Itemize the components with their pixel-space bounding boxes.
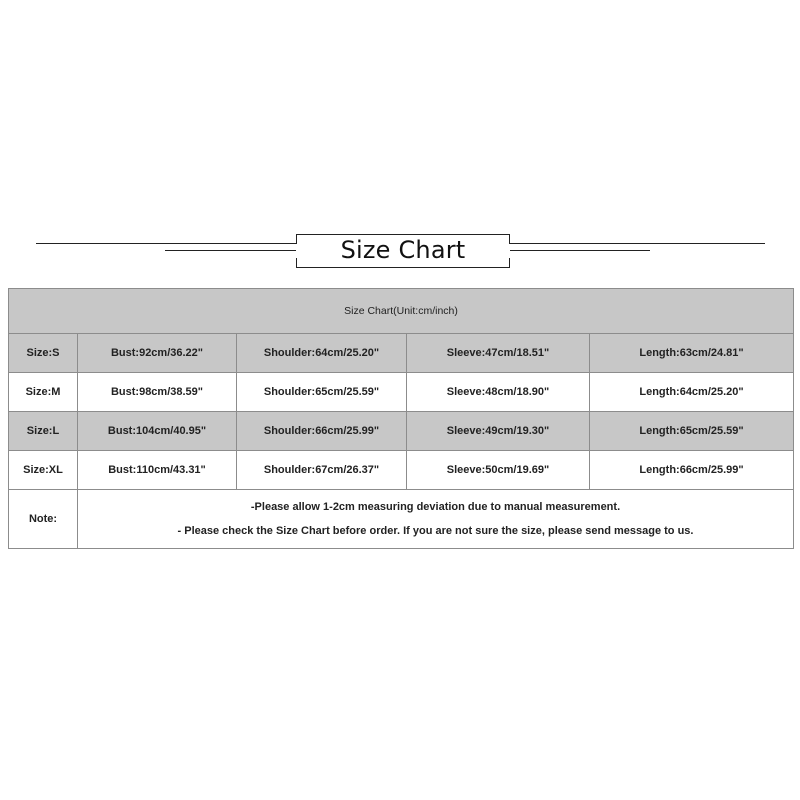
decorative-rule [165,250,296,251]
bust-cell: Bust:98cm/38.59" [78,373,237,412]
sleeve-cell: Sleeve:48cm/18.90" [407,373,590,412]
shoulder-cell: Shoulder:66cm/25.99" [237,412,407,451]
shoulder-cell: Shoulder:67cm/26.37" [237,451,407,490]
table-caption-row [9,289,794,334]
decorative-rule [36,243,296,244]
size-cell: Size:M [9,373,78,412]
note-line: - Please check the Size Chart before order. If you are not sure the size, please send message to us. [177,525,694,537]
page-title: Size Chart [340,236,466,264]
size-cell: Size:XL [9,451,78,490]
length-cell: Length:66cm/25.99" [590,451,794,490]
note-content [78,490,794,549]
title-band [0,228,800,268]
bust-cell: Bust:92cm/36.22" [78,334,237,373]
table-row [9,373,794,412]
note-line: -Please allow 1-2cm measuring deviation due to manual measurement. [250,501,621,513]
title-frame [296,234,510,268]
bust-cell: Bust:110cm/43.31" [78,451,237,490]
note-row [9,490,794,549]
size-cell: Size:S [9,334,78,373]
size-cell: Size:L [9,412,78,451]
note-label: Note: [9,490,78,549]
table-row [9,451,794,490]
decorative-rule [510,243,765,244]
bust-cell: Bust:104cm/40.95" [78,412,237,451]
length-cell: Length:64cm/25.20" [590,373,794,412]
size-chart-table [8,288,794,549]
decorative-rule [510,250,650,251]
sleeve-cell: Sleeve:49cm/19.30" [407,412,590,451]
table-row [9,412,794,451]
table-caption: Size Chart(Unit:cm/inch) [9,289,794,334]
length-cell: Length:63cm/24.81" [590,334,794,373]
table-row [9,334,794,373]
shoulder-cell: Shoulder:65cm/25.59" [237,373,407,412]
sleeve-cell: Sleeve:47cm/18.51" [407,334,590,373]
shoulder-cell: Shoulder:64cm/25.20" [237,334,407,373]
length-cell: Length:65cm/25.59" [590,412,794,451]
sleeve-cell: Sleeve:50cm/19.69" [407,451,590,490]
